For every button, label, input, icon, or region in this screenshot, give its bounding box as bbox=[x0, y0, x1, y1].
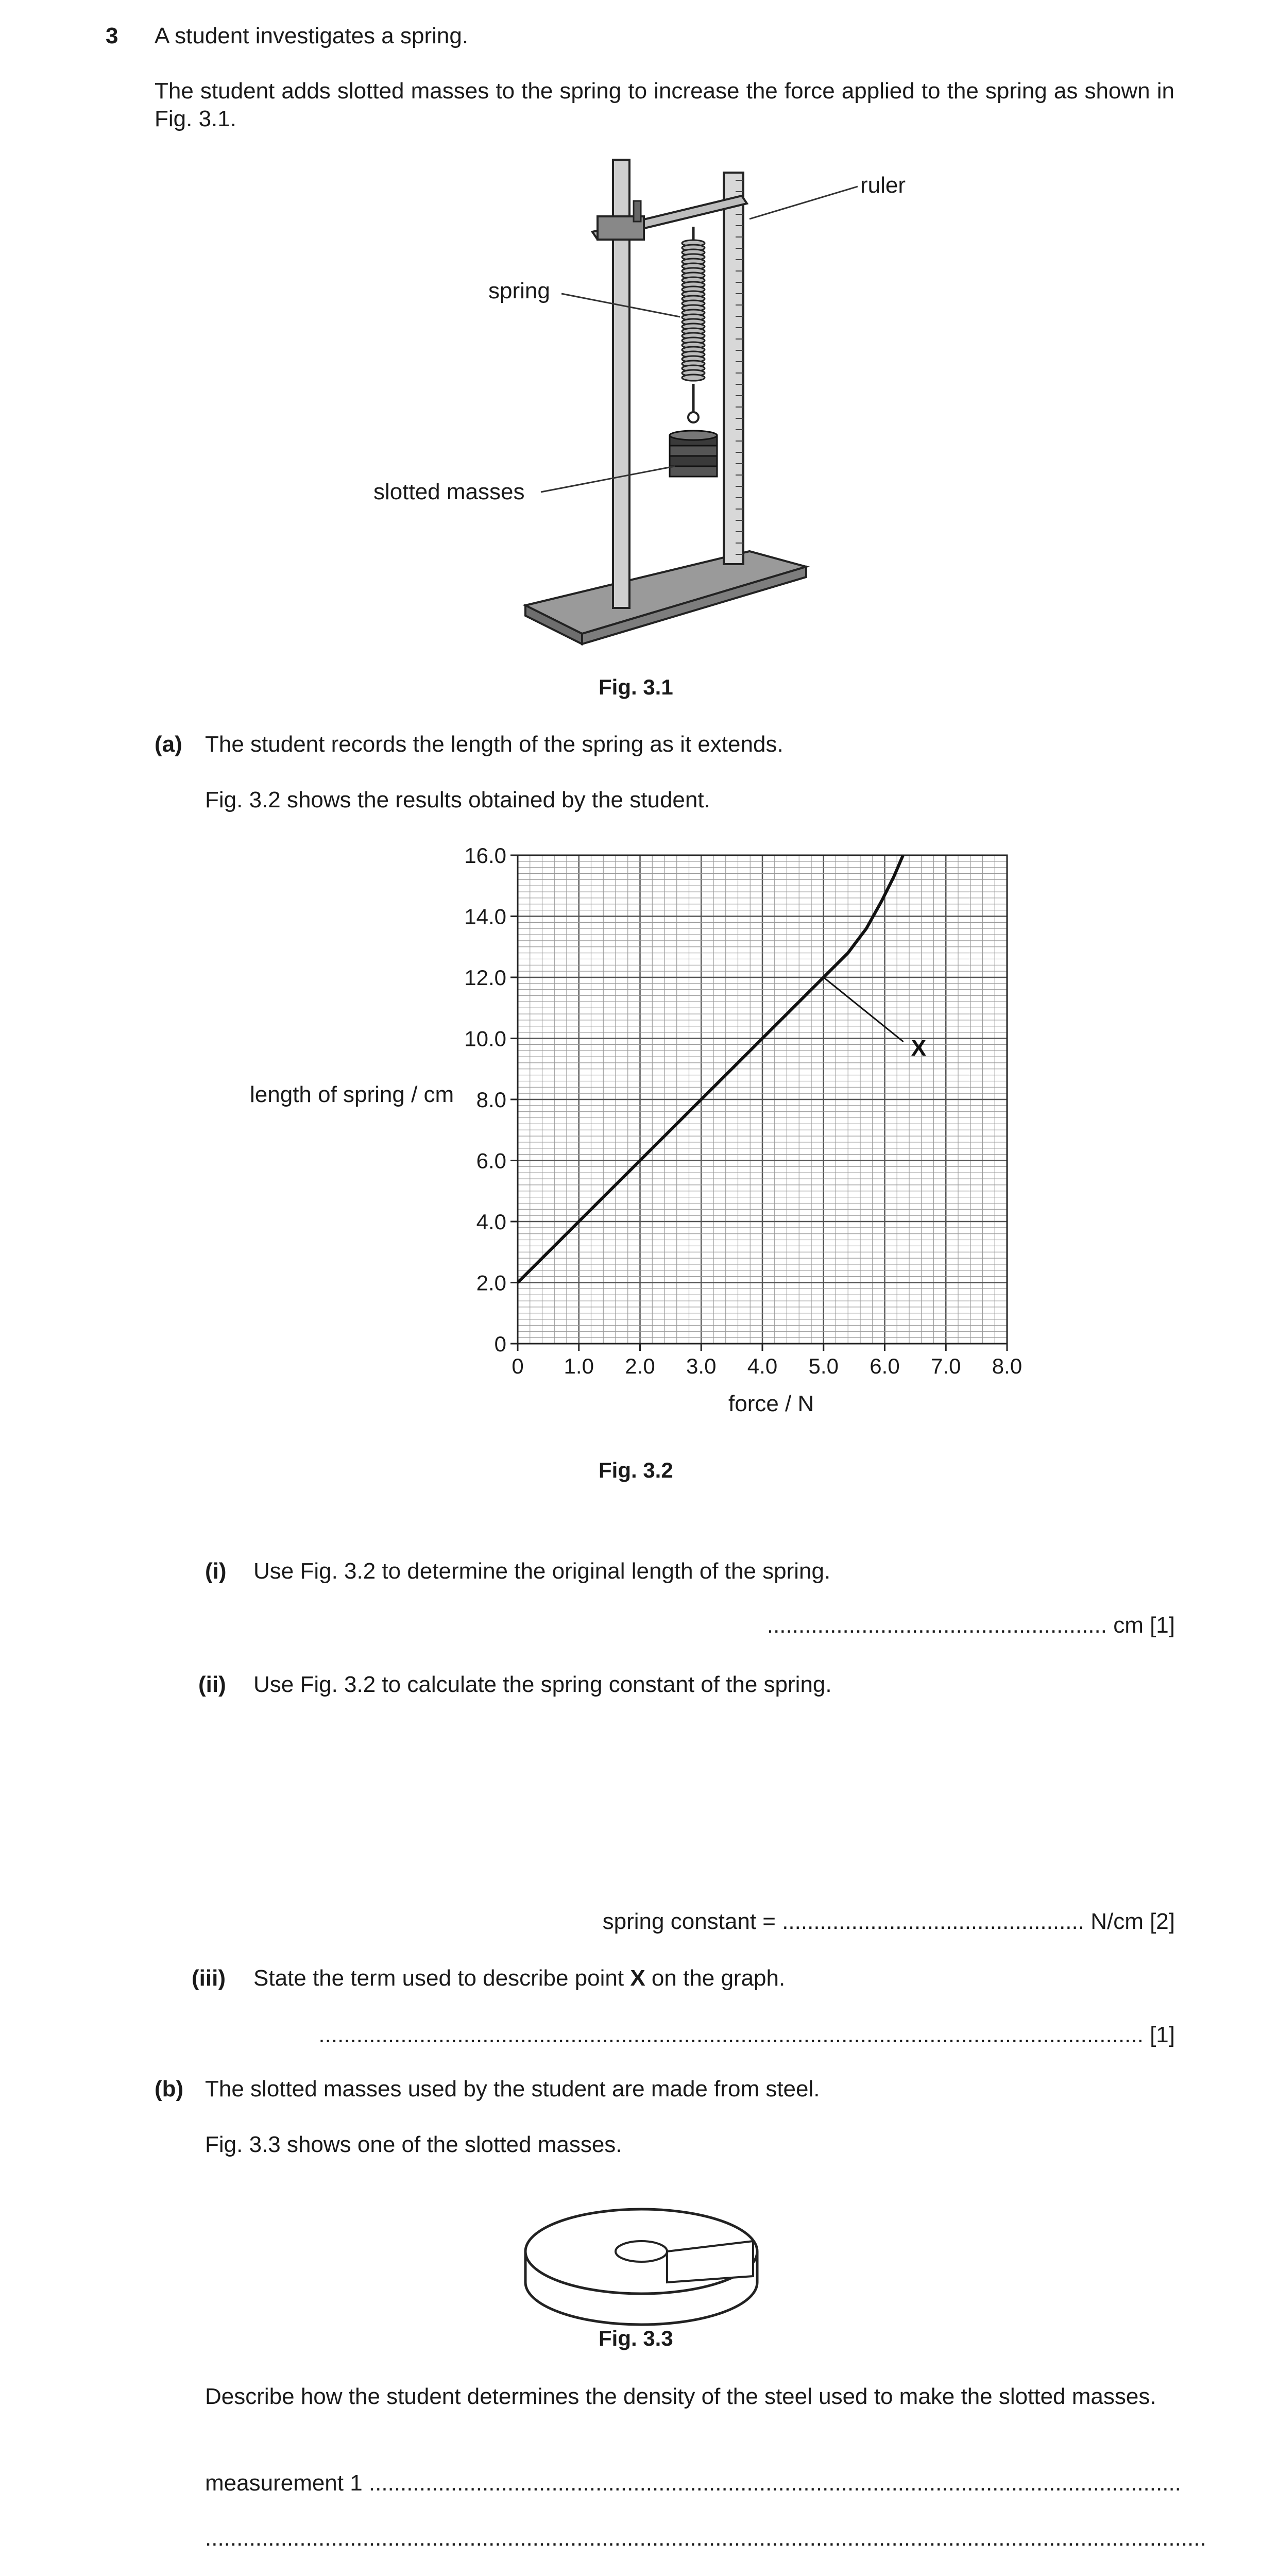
fig-3-2-caption: Fig. 3.2 bbox=[599, 1458, 673, 1482]
x-tick-label: 4.0 bbox=[747, 1354, 778, 1378]
label-ruler: ruler bbox=[860, 173, 906, 198]
y-tick-label: 4.0 bbox=[476, 1210, 506, 1234]
y-tick-label: 14.0 bbox=[464, 904, 506, 929]
part-a-iii-answer-line[interactable]: ................................................................................................................................... [1] bbox=[318, 2022, 1175, 2047]
x-tick-label: 0 bbox=[512, 1354, 524, 1378]
part-b-label: (b) bbox=[155, 2076, 184, 2102]
y-tick-label: 2.0 bbox=[476, 1270, 506, 1295]
x-tick-label: 8.0 bbox=[992, 1354, 1023, 1378]
part-a-iii-text-post: on the graph. bbox=[645, 1965, 786, 1991]
y-tick-label: 16.0 bbox=[464, 843, 506, 868]
y-tick-label: 0 bbox=[494, 1332, 506, 1356]
part-a-ii-answer-line[interactable]: spring constant = ................................................ N/cm [2] bbox=[602, 1909, 1175, 1934]
part-a-iii-label: (iii) bbox=[192, 1965, 226, 1991]
part-b-answer-line[interactable]: measurement 1 ................................................................................................................................. bbox=[205, 2470, 1181, 2496]
x-tick-label: 6.0 bbox=[870, 1354, 900, 1378]
annotation-x-label: X bbox=[911, 1036, 927, 1061]
y-tick-label: 12.0 bbox=[464, 965, 506, 990]
chart-ylabel: length of spring / cm bbox=[250, 1082, 454, 1107]
x-tick-label: 1.0 bbox=[564, 1354, 594, 1378]
part-a-i-answer-line[interactable]: ...................................................... cm [1] bbox=[766, 1613, 1175, 1638]
y-tick-label: 6.0 bbox=[476, 1148, 506, 1173]
x-tick-label: 7.0 bbox=[931, 1354, 961, 1378]
question-intro: A student investigates a spring. bbox=[155, 23, 469, 48]
point-x-ref: X bbox=[630, 1965, 645, 1991]
x-tick-label: 3.0 bbox=[686, 1354, 717, 1378]
chart-xlabel: force / N bbox=[728, 1391, 814, 1416]
question-number: 3 bbox=[106, 23, 118, 48]
y-tick-label: 10.0 bbox=[464, 1026, 506, 1051]
x-tick-label: 5.0 bbox=[808, 1354, 839, 1378]
part-b-answer-line[interactable]: ............................................................................................................................................................... bbox=[205, 2526, 1206, 2551]
question-setup: The student adds slotted masses to the spring to increase the force applied to the spring as shown in Fig. 3.1. bbox=[155, 78, 1174, 131]
part-a-text2: Fig. 3.2 shows the results obtained by the student. bbox=[205, 787, 710, 812]
part-a-i-text: Use Fig. 3.2 to determine the original length of the spring. bbox=[253, 1558, 831, 1584]
fig-3-3-caption: Fig. 3.3 bbox=[599, 2326, 673, 2350]
label-spring: spring bbox=[488, 278, 550, 303]
label-slotted-masses: slotted masses bbox=[373, 479, 525, 504]
part-a-ii-label: (ii) bbox=[198, 1672, 226, 1697]
part-a-ii-text: Use Fig. 3.2 to calculate the spring constant of the spring. bbox=[253, 1672, 832, 1697]
fig-3-1-caption: Fig. 3.1 bbox=[599, 675, 673, 699]
part-b-prompt: Describe how the student determines the density of the steel used to make the slotted masses. bbox=[205, 2384, 1156, 2409]
part-b-text: The slotted masses used by the student are made from steel. bbox=[205, 2076, 820, 2102]
part-a-iii-text-pre: State the term used to describe point bbox=[253, 1965, 631, 1991]
part-a-text: The student records the length of the spring as it extends. bbox=[205, 732, 783, 757]
part-a-i-label: (i) bbox=[205, 1558, 227, 1584]
part-b-text2: Fig. 3.3 shows one of the slotted masses. bbox=[205, 2132, 622, 2157]
y-tick-label: 8.0 bbox=[476, 1088, 506, 1112]
x-tick-label: 2.0 bbox=[625, 1354, 655, 1378]
part-a-label: (a) bbox=[155, 732, 182, 757]
